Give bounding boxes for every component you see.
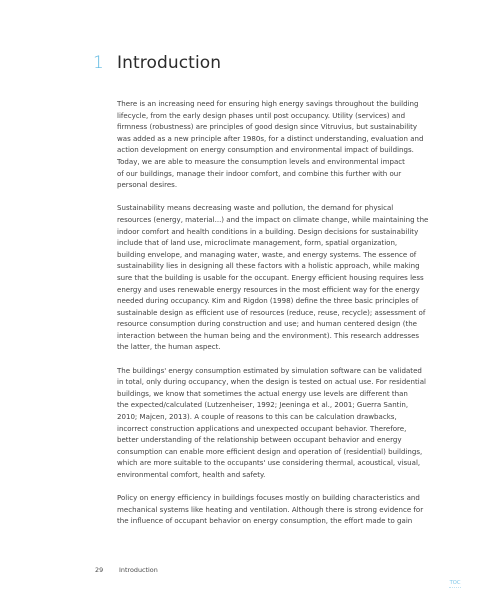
paragraph — [117, 202, 429, 353]
paragraph — [117, 98, 424, 191]
text-line: The buildings' energy consumption estimated by simulation software can be validated — [117, 365, 422, 375]
text-line: environmental comfort, health and safety. — [117, 470, 266, 479]
running-title: Introduction — [119, 566, 158, 574]
text-line: of our buildings, manage their indoor comfort, and combine this further with our — [117, 168, 402, 178]
text-line: resources (energy, material...) and the impact on climate change, while maintaining the — [117, 214, 429, 224]
text-line: indoor comfort and health conditions in a building. Design decisions for sustainability — [117, 226, 419, 236]
text-line: was added as a new principle after 1980s, for a distinct understanding, evaluation and — [117, 133, 424, 143]
text-line: buildings, we know that sometimes the actual energy use levels are different than — [117, 388, 408, 398]
text-line: sustainability lies in designing all these factors with a holistic approach, while making — [117, 261, 420, 271]
text-line: the expected/calculated (Lutzenheiser, 1992; Jeeninga et al., 2001; Guerra Santin, — [117, 400, 409, 410]
text-line: energy and uses renewable energy resources in the most efficient way for the energy — [117, 284, 420, 294]
text-line: incorrect construction applications and unexpected occupant behavior. Therefore, — [117, 423, 407, 433]
page-number: 29 — [95, 566, 104, 574]
text-line: mechanical systems like heating and ventilation. Although there is strong evidence for — [117, 504, 424, 514]
text-line: interaction between the human being and the environment). This research addresses — [117, 330, 420, 340]
toc-label: TOC — [449, 580, 461, 586]
paragraph — [117, 492, 424, 527]
text-line: personal desires. — [117, 180, 178, 190]
text-line: resource consumption during construction and use; and human centered design (the — [117, 319, 418, 329]
text-line: There is an increasing need for ensuring high energy savings throughout the building — [117, 99, 419, 108]
text-line: Sustainability means decreasing waste and pollution, the demand for physical — [117, 203, 394, 213]
text-line: sure that the building is usable for the occupant. Energy efficient housing requires less — [117, 272, 424, 282]
toc-link[interactable] — [449, 580, 461, 589]
text-line: building envelope, and managing water, waste, and energy systems. The essence of — [117, 249, 417, 259]
text-line: in total, only during occupancy, when the design is tested on actual use. For residential — [117, 377, 426, 387]
text-line: consumption can enable more efficient design and operation of (residential) buildings, — [117, 446, 423, 456]
text-line: Policy on energy efficiency in buildings focuses mostly on building characteristics and — [117, 493, 420, 503]
text-line: 2010; Majcen, 2013). A couple of reasons to this can be calculation drawbacks, — [117, 412, 397, 422]
text-line: action development on energy consumption and environmental impact of buildings. — [117, 145, 414, 155]
body-text — [117, 98, 429, 539]
chapter-number: 1 — [93, 53, 104, 73]
page-footer — [95, 566, 158, 574]
text-line: the influence of occupant behavior on energy consumption, the effort made to gain — [117, 516, 413, 526]
text-line: the latter, the human aspect. — [117, 342, 221, 352]
text-line: firmness (robustness) are principles of good design since Vitruvius, but sustainability — [117, 122, 418, 132]
text-line: needed during occupancy. Kim and Rigdon (1998) define the three basic principles of — [117, 296, 419, 306]
text-line: include that of land use, microclimate management, form, spatial organization, — [117, 238, 398, 248]
text-line: Today, we are able to measure the consumption levels and environmental impact — [117, 156, 405, 166]
text-line: which are more suitable to the occupants' use considering thermal, acoustical, visual, — [117, 458, 421, 468]
paragraph — [117, 365, 426, 481]
text-line: better understanding of the relationship between occupant behavior and energy — [117, 435, 402, 445]
chapter-heading — [93, 53, 221, 73]
text-line: lifecycle, from the early design phases until post occupancy. Utility (services) and — [117, 110, 406, 120]
text-line: sustainable design as efficient use of resources (reduce, reuse, recycle); assessment of — [117, 307, 426, 317]
toc-underline — [449, 587, 461, 589]
chapter-title: Introduction — [117, 53, 222, 73]
